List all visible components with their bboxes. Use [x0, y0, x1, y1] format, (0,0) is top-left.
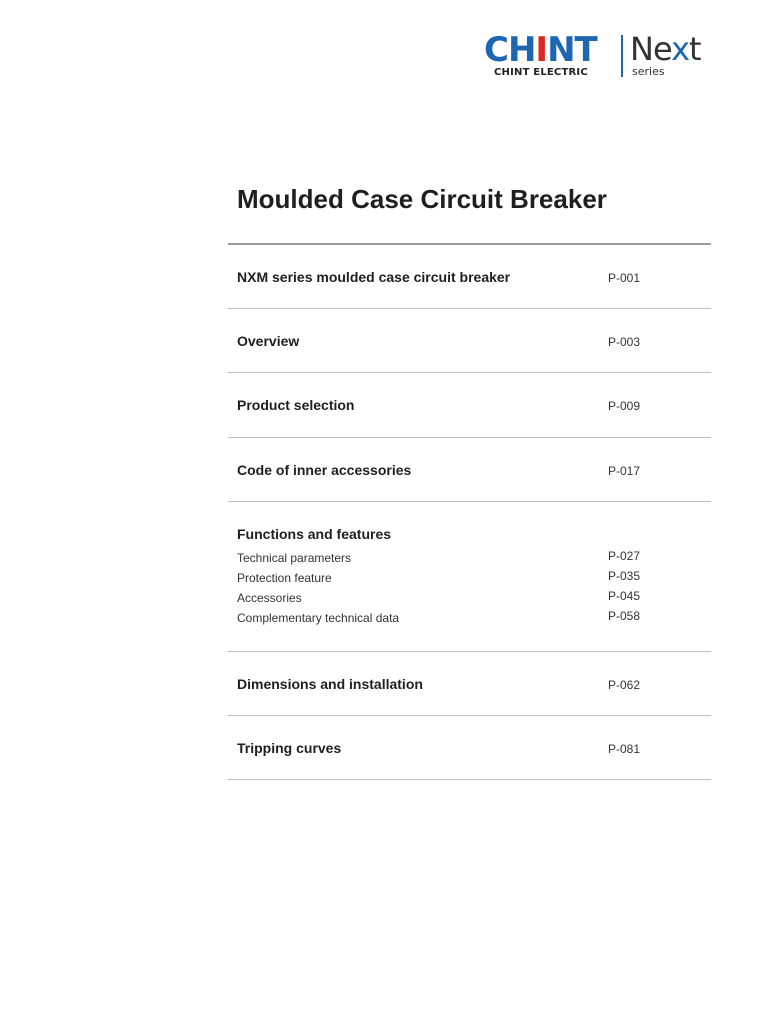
- toc-subitem[interactable]: [237, 589, 697, 609]
- toc-subitem[interactable]: [237, 549, 697, 569]
- toc-subitem-title: Accessories: [237, 591, 302, 605]
- toc-subitem-title: Complementary technical data: [237, 611, 400, 625]
- toc-subitem-title: Protection feature: [237, 571, 332, 585]
- logo-divider: [621, 35, 623, 77]
- toc-subitem-page: P-035: [608, 569, 641, 583]
- toc-sub-list: [237, 549, 697, 629]
- chint-logo: [484, 30, 714, 81]
- toc-subitem-title: Technical parameters: [237, 551, 352, 565]
- toc-item-page: P-081: [608, 742, 641, 756]
- chint-electric-text: CHINT ELECTRIC: [494, 67, 588, 78]
- toc-item-dimensions-and-installation[interactable]: [228, 652, 711, 716]
- toc-item-page: P-062: [608, 678, 641, 692]
- toc-subitem-page: P-045: [608, 589, 641, 603]
- toc-item-title: Product selection: [237, 397, 355, 413]
- toc-subitem-page: P-027: [608, 549, 641, 563]
- toc-subitem[interactable]: [237, 609, 697, 629]
- toc-item-page: P-001: [608, 271, 641, 285]
- toc-item-title: NXM series moulded case circuit breaker: [237, 269, 511, 285]
- toc-item-title: Tripping curves: [237, 740, 342, 756]
- toc-item-code-of-inner-accessories[interactable]: [228, 438, 711, 502]
- toc-item-overview[interactable]: [228, 309, 711, 373]
- toc-subitem[interactable]: [237, 569, 697, 589]
- toc-subitem-page: P-058: [608, 609, 641, 623]
- series-text: series: [632, 65, 665, 78]
- toc-item-tripping-curves[interactable]: [228, 716, 711, 780]
- toc-item-functions-and-features[interactable]: [228, 502, 711, 652]
- toc-item-page: P-003: [608, 335, 641, 349]
- chint-wordmark: CHINT: [484, 30, 597, 70]
- table-of-contents: [228, 243, 711, 780]
- toc-item-title: Functions and features: [237, 526, 392, 542]
- next-wordmark: Next: [630, 30, 701, 68]
- page-title: Moulded Case Circuit Breaker: [237, 184, 607, 214]
- toc-item-product-selection[interactable]: [228, 373, 711, 438]
- toc-item-title: Overview: [237, 333, 300, 349]
- toc-item-title: Dimensions and installation: [237, 676, 423, 692]
- toc-item-nxm[interactable]: [228, 245, 711, 309]
- toc-item-title: Code of inner accessories: [237, 462, 412, 478]
- toc-item-page: P-017: [608, 464, 641, 478]
- toc-item-page: P-009: [608, 399, 641, 413]
